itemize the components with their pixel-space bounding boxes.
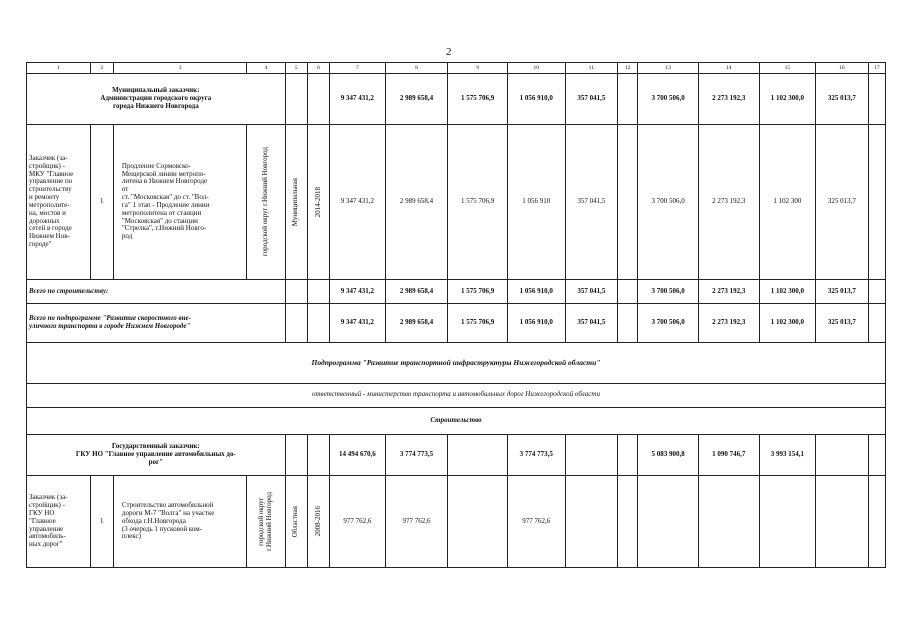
object-name: Строительство автомобильной дороги М-7 "Волга" на участке обхода г.Н.Новгорода (3 очередь 1 пусковой ком- плекс) <box>113 476 246 568</box>
cell: 1 575 706,9 <box>448 74 508 125</box>
cell: 1 102 300,0 <box>759 304 816 343</box>
cell <box>565 434 618 476</box>
period-cell: 2008-2016 <box>313 506 322 537</box>
cell: 9 347 431,2 <box>330 304 386 343</box>
cell: 2 989 658,4 <box>385 74 448 125</box>
cell: 977 762,6 <box>507 476 565 568</box>
subprogram-title: Подпрограмма "Развитие транспортной инфраструктуры Нижегородской области" <box>27 342 886 383</box>
cell: 9 347 431,2 <box>330 74 386 125</box>
cell: 9 347 431,2 <box>330 125 386 280</box>
state-customer-row <box>27 434 886 476</box>
ownership-cell: Муниципальная <box>291 177 300 227</box>
road-project-row <box>27 476 886 568</box>
cell <box>618 125 638 280</box>
cell <box>868 304 885 343</box>
section-row <box>27 408 886 434</box>
section-construction: Строительство <box>27 408 886 434</box>
cell <box>618 476 638 568</box>
cell: 3 774 773,5 <box>385 434 448 476</box>
cell: 2 989 658,4 <box>385 304 448 343</box>
cell: 14 494 670,6 <box>330 434 386 476</box>
subprogram-title-row <box>27 342 886 383</box>
cell: 325 013,7 <box>816 74 869 125</box>
cell: 3 774 773,5 <box>507 434 565 476</box>
column-number-row <box>27 63 886 74</box>
financing-table <box>26 62 886 568</box>
col-num: 6 <box>307 63 329 74</box>
cell: 2 273 192,3 <box>698 304 759 343</box>
col-num: 9 <box>448 63 508 74</box>
cell <box>638 476 699 568</box>
cell: 1 575 706,9 <box>448 125 508 280</box>
cell: 3 700 506,0 <box>638 74 699 125</box>
cell: 1 056 910,0 <box>507 279 565 303</box>
col-num: 3 <box>113 63 246 74</box>
cell: 977 762,6 <box>385 476 448 568</box>
col-num: 16 <box>816 63 869 74</box>
cell: 357 041,5 <box>565 279 618 303</box>
municipal-customer-title: Муниципальный заказчик: Администрации городского округа города Нижнего Новгорода <box>27 74 286 125</box>
cell <box>816 476 869 568</box>
cell: 2 273 192,3 <box>698 279 759 303</box>
cell: 1 056 910,0 <box>507 304 565 343</box>
col-num: 12 <box>618 63 638 74</box>
item-number: 1 <box>90 125 113 280</box>
col-num: 15 <box>759 63 816 74</box>
cell: 325 013,7 <box>816 304 869 343</box>
cell: 2 273 192,3 <box>698 74 759 125</box>
cell: 1 102 300 <box>759 125 816 280</box>
col-num: 11 <box>565 63 618 74</box>
col-num: 17 <box>868 63 885 74</box>
cell: 3 700 506,0 <box>638 279 699 303</box>
object-name: Продление Сормовско- Мещерской линии метропо- литена в Нижнем Новгороде от ст. "Московская" до ст. "Вол- га" 1 этап - Продление линии метрополитена от станции "Московская" до станции "Стрелка", г.Нижний Новго- род <box>113 125 246 280</box>
col-num: 13 <box>638 63 699 74</box>
cell: 357 041,5 <box>565 74 618 125</box>
cell: 1 575 706,9 <box>448 304 508 343</box>
cell: 1 090 746,7 <box>698 434 759 476</box>
state-customer-title: Государственный заказчик: ГКУ НО "Главное управление автомобильных до- рог" <box>27 434 286 476</box>
item-number: 1 <box>90 476 113 568</box>
customer-cell: Заказчик (за- стройщик) - ГКУ НО "Главное управление автомобиль- ных дорог" <box>27 476 91 568</box>
col-num: 5 <box>285 63 307 74</box>
col-num: 1 <box>27 63 91 74</box>
col-num: 7 <box>330 63 386 74</box>
total-construction-label: Всего по строительству: <box>27 279 286 303</box>
ownership-cell: Областная <box>291 506 300 538</box>
cell: 1 102 300,0 <box>759 74 816 125</box>
cell <box>448 476 508 568</box>
location-cell: городской округ г.Нижний Новгород <box>261 147 270 257</box>
cell: 1 056 910,0 <box>507 74 565 125</box>
cell <box>868 74 885 125</box>
metro-project-row <box>27 125 886 280</box>
cell: 357 041,5 <box>565 125 618 280</box>
cell: 977 762,6 <box>330 476 386 568</box>
cell: 1 056 910 <box>507 125 565 280</box>
cell <box>618 279 638 303</box>
col-num: 14 <box>698 63 759 74</box>
cell <box>565 476 618 568</box>
cell <box>618 74 638 125</box>
cell <box>868 476 885 568</box>
cell: 357 041,5 <box>565 304 618 343</box>
cell <box>618 434 638 476</box>
responsible-row <box>27 383 886 407</box>
customer-cell: Заказчик (за- стройщик) - МКУ "Главное управление по строительству и ремонту метрополите- на, мостов и дорожных сетей в городе Нижнем Нов- городе" <box>27 125 91 280</box>
cell: 3 993 154,1 <box>759 434 816 476</box>
cell: 3 700 506,0 <box>638 125 699 280</box>
cell: 325 013,7 <box>816 279 869 303</box>
cell <box>618 304 638 343</box>
cell: 2 273 192,3 <box>698 125 759 280</box>
cell <box>698 476 759 568</box>
total-subprogram-label: Всего по подпрограмме "Развитие скоростного вне- уличного транспорта в городе Нижнем Новгороде" <box>27 304 286 343</box>
cell <box>868 125 885 280</box>
col-num: 8 <box>385 63 448 74</box>
cell: 1 575 706,9 <box>448 279 508 303</box>
cell: 3 700 506,0 <box>638 304 699 343</box>
cell <box>448 434 508 476</box>
cell: 5 083 900,8 <box>638 434 699 476</box>
municipal-customer-row <box>27 74 886 125</box>
cell <box>816 434 869 476</box>
total-construction-row <box>27 279 886 303</box>
col-num: 10 <box>507 63 565 74</box>
location-cell: городской округ г.Нижний Новгород <box>257 492 273 552</box>
period-cell: 2014-2018 <box>313 186 322 218</box>
col-num: 2 <box>90 63 113 74</box>
page-number: 2 <box>446 46 452 58</box>
cell <box>759 476 816 568</box>
cell <box>868 279 885 303</box>
responsible-text: ответственный - министерство транспорта и автомобильных дорог Нижегородской области <box>27 383 886 407</box>
col-num: 4 <box>247 63 285 74</box>
cell: 9 347 431,2 <box>330 279 386 303</box>
cell: 2 989 658,4 <box>385 125 448 280</box>
cell: 1 102 300,0 <box>759 279 816 303</box>
total-subprogram-row <box>27 304 886 343</box>
cell <box>868 434 885 476</box>
cell: 2 989 658,4 <box>385 279 448 303</box>
cell: 325 013,7 <box>816 125 869 280</box>
